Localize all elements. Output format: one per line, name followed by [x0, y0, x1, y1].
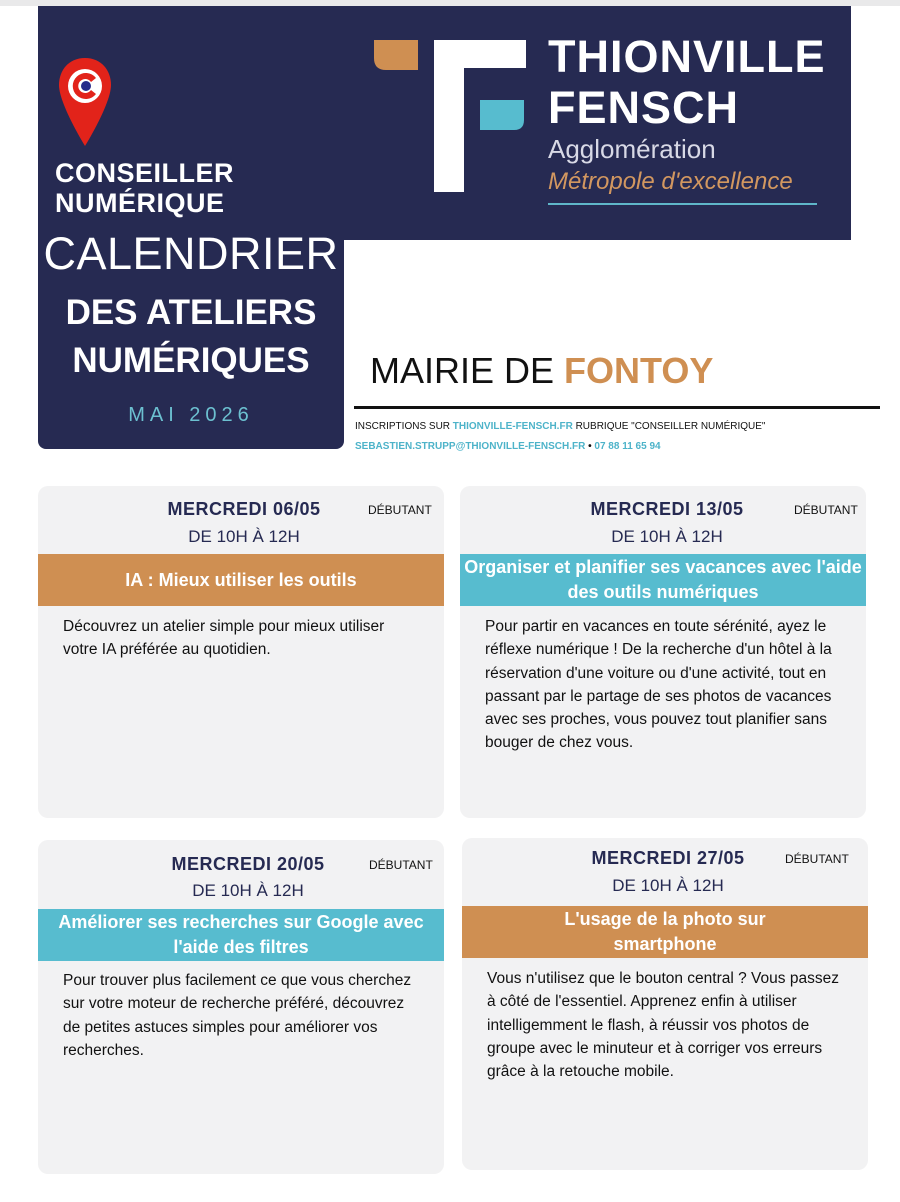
workshop-time: DE 10H À 12H	[192, 881, 304, 900]
workshop-time: DE 10H À 12H	[612, 876, 724, 895]
workshop-title	[38, 909, 444, 961]
workshop-title-text: IA : Mieux utiliser les outils	[125, 569, 357, 590]
brand-subtitle: Agglomération	[548, 134, 716, 164]
workshop-date: MERCREDI 13/05	[590, 499, 744, 519]
workshop-level: DÉBUTANT	[368, 503, 432, 517]
calendar-title: CALENDRIER	[43, 228, 339, 279]
workshop-date: MERCREDI 20/05	[171, 854, 325, 874]
brand-line-2: FENSCH	[548, 82, 740, 133]
registration-info	[355, 421, 766, 432]
email-link[interactable]: SEBASTIEN.STRUPP@THIONVILLE-FENSCH.FR	[355, 441, 586, 452]
badge-line-1: CONSEILLER	[55, 158, 235, 188]
workshop-level: DÉBUTANT	[785, 852, 849, 866]
workshop-level: DÉBUTANT	[369, 858, 433, 872]
workshop-card	[38, 486, 444, 818]
workshop-time: DE 10H À 12H	[188, 527, 300, 546]
brand-line-1: THIONVILLE	[548, 31, 826, 82]
workshop-description: Pour partir en vacances en toute sérénité, ayez le réflexe numérique ! De la recherche d'un hôtel à la réservation d'une voiture ou d'une activité, tout en passant par le partage de ses photos de vacances avec ses proches, vous pouvez tout planifier sans bouger de chez vous.	[485, 618, 832, 752]
separator: •	[588, 441, 592, 452]
registration-label: INSCRIPTIONS SUR	[355, 421, 451, 432]
workshop-title	[460, 554, 866, 606]
workshop-date: MERCREDI 06/05	[167, 499, 321, 519]
brand-underline	[548, 203, 817, 205]
venue-title	[370, 350, 713, 392]
workshop-title	[38, 554, 444, 606]
workshop-title	[462, 906, 868, 958]
rubrique-label: RUBRIQUE "CONSEILLER NUMÉRIQUE"	[575, 421, 766, 432]
venue-name: FONTOY	[564, 350, 714, 391]
venue-prefix: MAIRIE DE	[370, 350, 555, 391]
ateliers-line-1: DES ATELIERS	[65, 293, 317, 332]
workshop-card	[460, 486, 866, 818]
brand-tagline: Métropole d'excellence	[548, 168, 793, 195]
contact-info	[355, 441, 661, 452]
workshop-description: Vous n'utilisez que le bouton central ? Vous passez à côté de l'essentiel. Apprenez enfin à utiliser intelligemment le flash, à réussir vos photos de groupe avec le minuteur et à corriger vos erreurs grâce à la retouche mobile.	[487, 970, 839, 1081]
workshop-time: DE 10H À 12H	[611, 527, 723, 546]
workshop-level: DÉBUTANT	[794, 503, 858, 517]
month-label: MAI 2026	[128, 404, 254, 426]
map-pin-icon	[57, 56, 113, 148]
workshop-title-text: L'usage de la photo sur smartphone	[564, 909, 766, 954]
divider	[354, 406, 880, 409]
agglomeration-logo-icon	[372, 38, 532, 196]
website-link[interactable]: THIONVILLE-FENSCH.FR	[452, 421, 573, 432]
workshop-description: Pour trouver plus facilement ce que vous cherchez sur votre moteur de recherche préféré, découvrez de petites astuces simples pour améliorer vos recherches.	[63, 972, 412, 1059]
workshop-card	[462, 838, 868, 1170]
workshop-date: MERCREDI 27/05	[591, 848, 745, 868]
workshop-title-text: Organiser et planifier ses vacances avec l'aide des outils numériques	[464, 557, 862, 602]
workshop-card	[38, 840, 444, 1174]
ateliers-line-2: NUMÉRIQUES	[72, 341, 310, 380]
workshop-title-text: Améliorer ses recherches sur Google avec l'aide des filtres	[58, 912, 424, 957]
workshop-description: Découvrez un atelier simple pour mieux utiliser votre IA préférée au quotidien.	[63, 618, 385, 659]
phone-link[interactable]: 07 88 11 65 94	[594, 441, 661, 452]
badge-line-2: NUMÉRIQUE	[55, 188, 225, 218]
